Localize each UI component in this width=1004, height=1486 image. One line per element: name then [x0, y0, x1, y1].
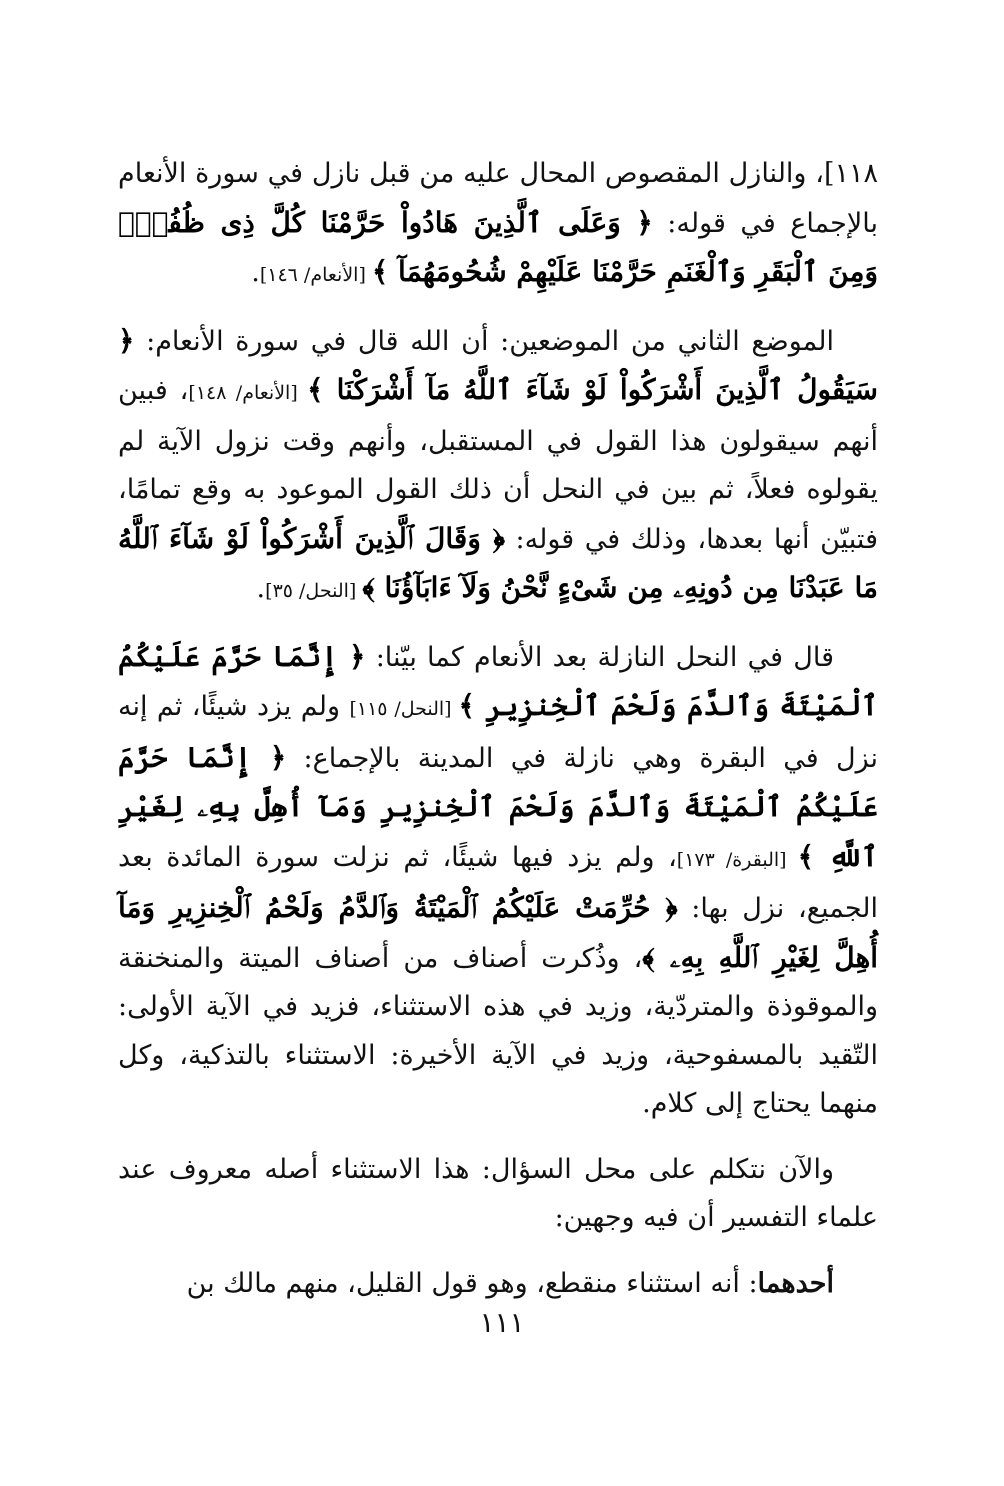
verse-citation: [الأنعام/ ١٤٨]: [188, 382, 308, 404]
paragraph-2: [118, 317, 878, 616]
quran-verse: ﴿ وَقَالَ ٱلَّذِينَ أَشْرَكُواْ لَوْ شَآءَ ٱللَّهُ مَا عَبَدْنَا مِن دُونِهِۦ مِن شَىْءٍ نَّحْنُ وَلَآ ءَابَآؤُنَا ﴾: [118, 521, 878, 604]
body-text: قال في النحل النازلة بعد الأنعام كما بيّنا:: [365, 641, 834, 673]
page-number: ١١١: [479, 1306, 525, 1339]
body-text: ١١٨]، والنازل المقصوص المحال عليه من قبل نازل في سورة الأنعام بالإجماع في قوله:: [118, 158, 878, 239]
verse-citation: [النحل/ ٣٥]: [265, 580, 363, 602]
bold-term: أحدهما: [757, 1267, 834, 1299]
main-text-block: [118, 150, 878, 1325]
body-text: : أنه استثناء منقطع، وهو قول القليل، منهم مالك بن: [186, 1267, 758, 1299]
body-text: ولم يزد شيئًا، ثم إنه نزل في البقرة وهي نازلة في المدينة بالإجماع:: [118, 691, 879, 774]
body-text: ، فبين أنهم سيقولون هذا القول في المستقبل، وأنهم وقت نزول الآية لم يقولوه فعلاً، ثم بين في النحل أن ذلك القول الموعود به وقع تمامًا، فتبيّن أنها بعدها، وذلك في قوله:: [118, 375, 878, 555]
verse-citation: [الأنعام/ ١٤٦]: [259, 264, 372, 286]
body-text: .: [256, 573, 266, 604]
body-text: .: [251, 257, 260, 288]
quran-verse: ﴿ سَيَقُولُ ٱلَّذِينَ أَشْرَكُواْ لَوْ شَآءَ ٱللَّهُ مَآ أَشْرَكْنَا ﴾: [118, 323, 878, 406]
verse-citation: [البقرة/ ١٧٣]: [676, 848, 798, 871]
paragraph-1: [118, 150, 878, 300]
body-text: والآن نتكلم على محل السؤال: هذا الاستثناء أصله معروف عند علماء التفسير أن فيه وجهين:: [118, 1153, 878, 1233]
paragraph-5: [118, 1260, 878, 1309]
paragraph-4: [118, 1146, 878, 1243]
verse-citation: [النحل/ ١١٥]: [349, 698, 459, 720]
quran-verse: ﴿ إِنَّمَا حَرَّمَ عَلَيْكُمُ ٱلْمَيْتَةَ وَٱلدَّمَ وَلَحْمَ ٱلْخِنزِيرِ وَمَآ أُهِلَّ بِهِۦ لِغَيْرِ ٱللَّهِ ﴾: [118, 740, 878, 873]
body-text: الموضع الثاني من الموضعين: أن الله قال في سورة الأنعام:: [134, 325, 834, 357]
body-text: ، ولم يزد فيها شيئًا، ثم نزلت سورة المائدة بعد الجميع، نزل بها:: [118, 841, 878, 924]
paragraph-3: [118, 633, 878, 1129]
quran-verse: ﴿ إِنَّمَا حَرَّمَ عَلَيْكُمُ ٱلْمَيْتَةَ وَٱلدَّمَ وَلَحْمَ ٱلْخِنزِيرِ ﴾: [118, 639, 878, 722]
quran-verse: ﴿ وَعَلَى ٱلَّذِينَ هَادُواْ حَرَّمْنَا كُلَّ ذِى ظُفُرٍۖ وَمِنَ ٱلْبَقَرِ وَٱلْغَنَمِ حَرَّمْنَا عَلَيْهِمْ شُحُومَهُمَآ ﴾: [118, 205, 878, 288]
body-text: ، وذُكرت أصناف من أصناف الميتة والمنخنقة والموقوذة والمتردّية، وزيد في هذه الاستثناء، فزيد في الآية الأولى: التّقيد بالمسفوحية، وزيد في الآية الأخيرة: الاستثناء بالتذكية، وكل منهما يحتاج إلى كلام.: [118, 942, 878, 1119]
quran-verse: ﴿ حُرِّمَتْ عَلَيْكُمُ ٱلْمَيْتَةُ وَٱلدَّمُ وَلَحْمُ ٱلْخِنزِيرِ وَمَآ أُهِلَّ لِغَيْرِ ٱللَّهِ بِهِۦ ﴾: [118, 891, 878, 974]
